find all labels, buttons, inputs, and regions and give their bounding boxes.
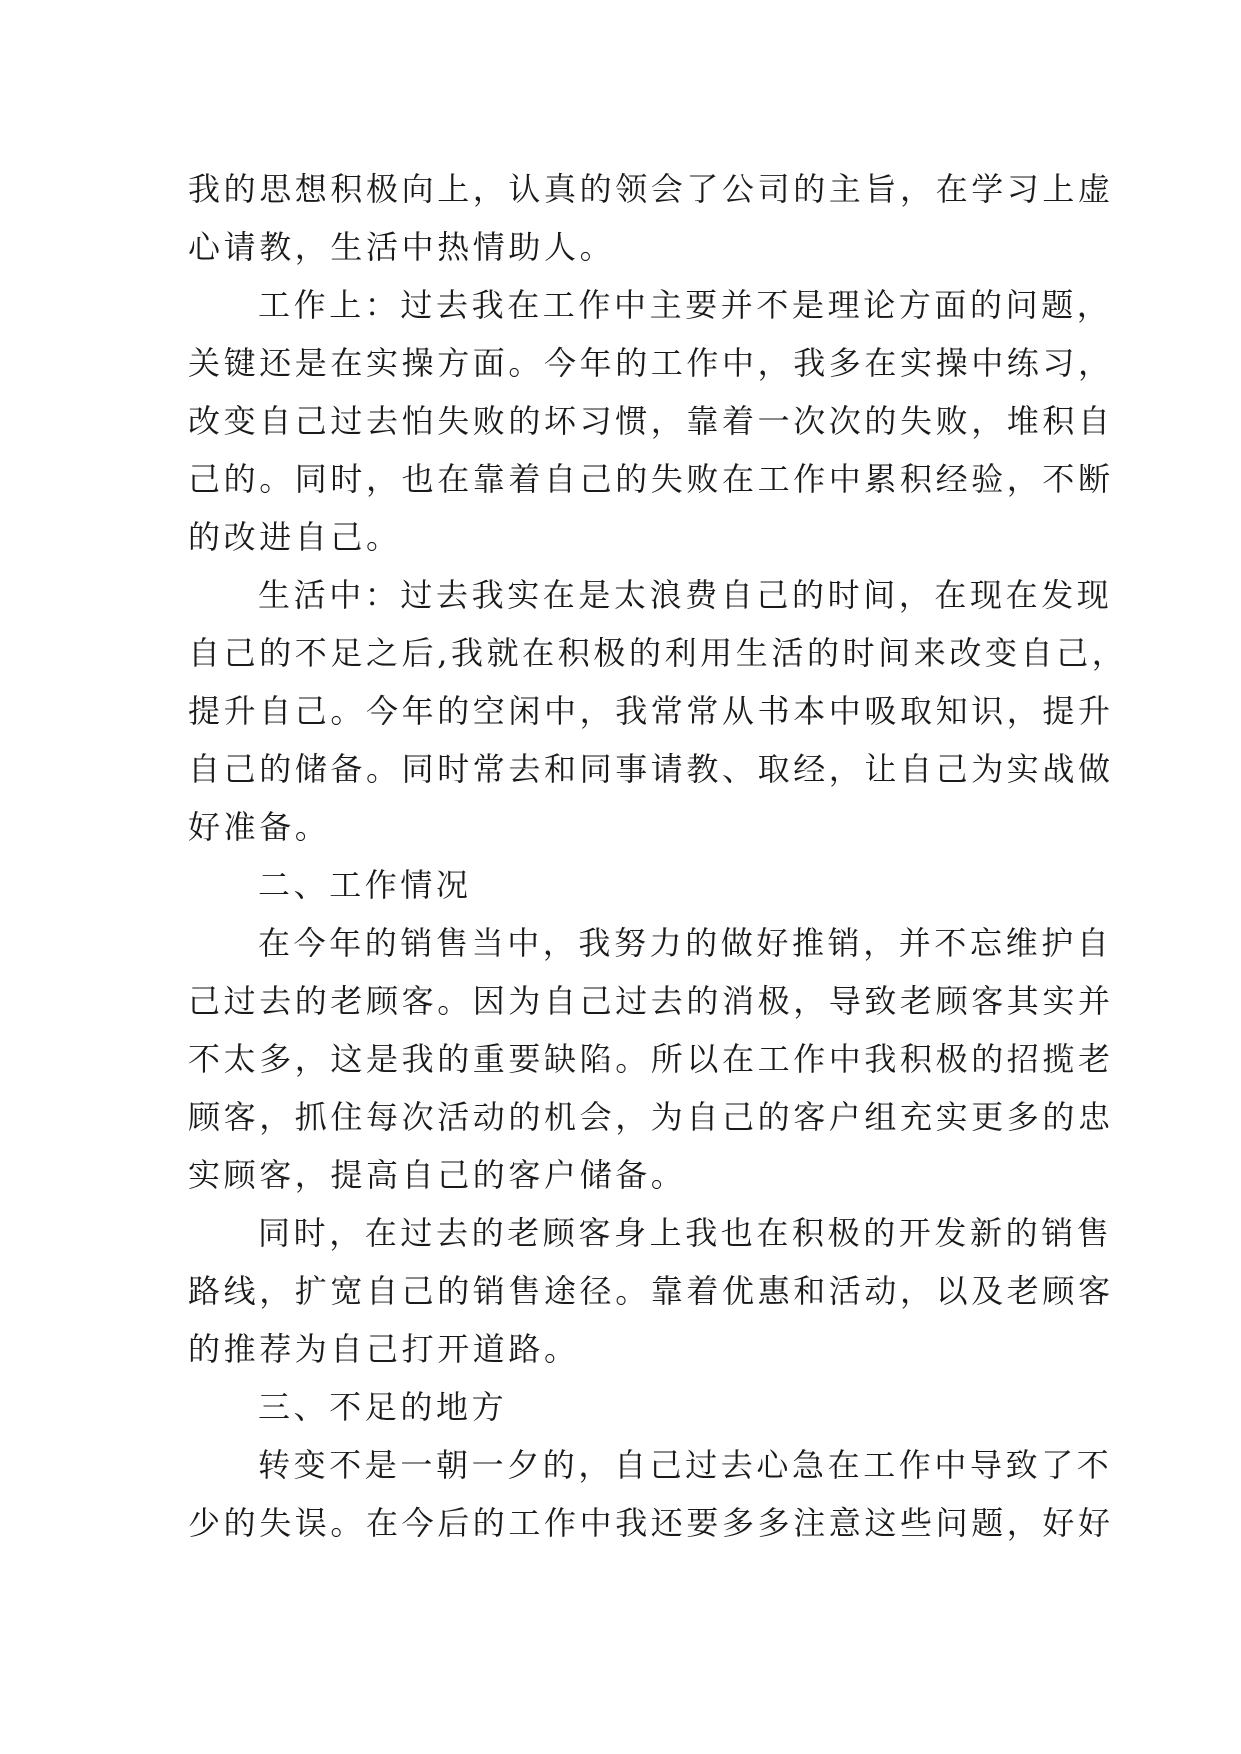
text-line: 转变不是一朝一夕的，自己过去心急在工作中导致了不 bbox=[258, 1446, 1113, 1484]
text-line: 顾客，抓住每次活动的机会，为自己的客户组充实更多的忠 bbox=[188, 1098, 1114, 1136]
text-line: 己过去的老顾客。因为自己过去的消极，导致老顾客其实并 bbox=[188, 982, 1114, 1020]
text-line: 在今年的销售当中，我努力的做好推销，并不忘维护自 bbox=[258, 924, 1113, 962]
text-line: 二、工作情况 bbox=[258, 866, 472, 904]
text-line: 生活中：过去我实在是太浪费自己的时间，在现在发现 bbox=[258, 576, 1113, 614]
text-line: 我的思想积极向上，认真的领会了公司的主旨，在学习上虚 bbox=[188, 170, 1114, 208]
text-line: 少的失误。在今后的工作中我还要多多注意这些问题，好好 bbox=[188, 1504, 1114, 1542]
text-line: 心请教，生活中热情助人。 bbox=[188, 228, 616, 266]
text-line: 的推荐为自己打开道路。 bbox=[188, 1330, 580, 1368]
text-line: 好准备。 bbox=[188, 808, 331, 846]
text-line: 同时，在过去的老顾客身上我也在积极的开发新的销售 bbox=[258, 1214, 1113, 1252]
text-line: 不太多，这是我的重要缺陷。所以在工作中我积极的招揽老 bbox=[188, 1040, 1114, 1078]
text-line: 工作上：过去我在工作中主要并不是理论方面的问题， bbox=[258, 286, 1113, 324]
text-line: 路线，扩宽自己的销售途径。靠着优惠和活动，以及老顾客 bbox=[188, 1272, 1114, 1310]
text-line: 实顾客，提高自己的客户储备。 bbox=[188, 1156, 687, 1194]
body-text bbox=[188, 160, 1128, 1552]
text-line: 的改进自己。 bbox=[188, 518, 402, 556]
text-line: 自己的不足之后,我就在积极的利用生活的时间来改变自己， bbox=[188, 634, 1128, 672]
text-line: 改变自己过去怕失败的坏习惯，靠着一次次的失败，堆积自 bbox=[188, 402, 1114, 440]
text-line: 提升自己。今年的空闲中，我常常从书本中吸取知识，提升 bbox=[188, 692, 1114, 730]
text-line: 三、不足的地方 bbox=[258, 1388, 508, 1426]
text-line: 自己的储备。同时常去和同事请教、取经，让自己为实战做 bbox=[188, 750, 1114, 788]
text-line: 关键还是在实操方面。今年的工作中，我多在实操中练习， bbox=[188, 344, 1114, 382]
text-line: 己的。同时，也在靠着自己的失败在工作中累积经验，不断 bbox=[188, 460, 1114, 498]
